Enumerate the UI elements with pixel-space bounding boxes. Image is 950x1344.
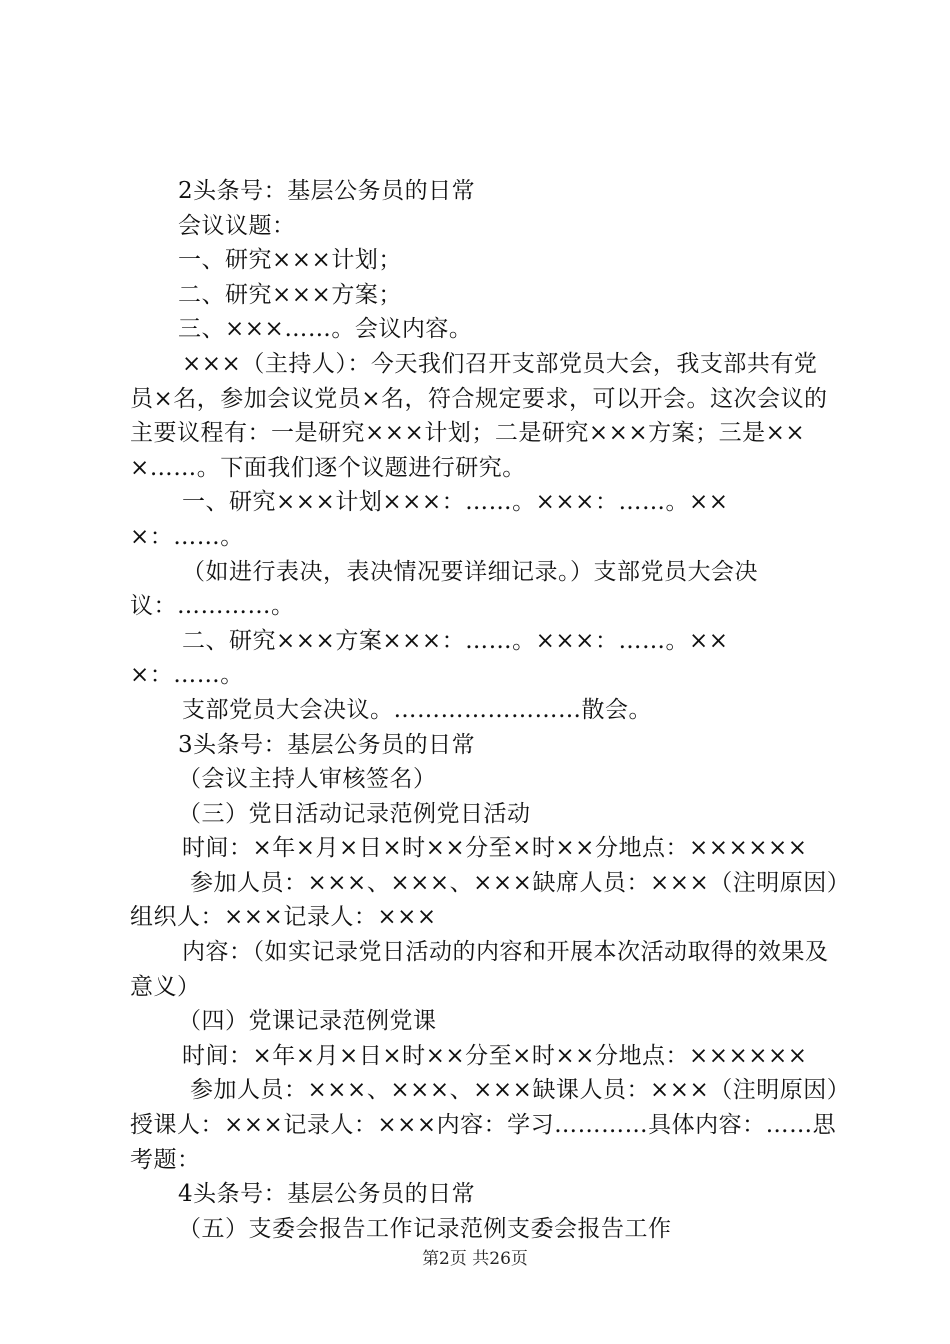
paragraph-section-3: （三）党日活动记录范例党日活动 (178, 800, 531, 827)
paragraph-topic-1: 一、研究×××计划×××：……。×××：……。×××：……。 (130, 489, 729, 550)
page-footer: 第2页 共26页 (422, 1249, 528, 1269)
paragraph-party-day-attendees: 参加人员：×××、×××、×××缺席人员：×××（注明原因）组织人：×××记录人：××× (130, 869, 839, 931)
paragraph-party-day-content: 内容：（如实记录党日活动的内容和开展本次活动取得的效果及意义） (130, 939, 829, 1000)
paragraph-lecture-time: 时间：×年×月×日×时××分至×时××分地点：×××××× (182, 1042, 808, 1069)
paragraph-section-4: （四）党课记录范例党课 (178, 1008, 437, 1035)
paragraph-heading-3: 3头条号：基层公务员的日常 (178, 731, 476, 758)
paragraph-agenda-item-2: 二、研究×××方案； (178, 281, 402, 308)
paragraph-topic-2: 二、研究×××方案×××：……。×××：……。×××：……。 (130, 627, 729, 689)
paragraph-resolution: 支部党员大会决议。……………………散会。 (182, 696, 652, 723)
paragraph-host-signature: （会议主持人审核签名） (178, 766, 437, 793)
paragraph-heading-4: 4头条号：基层公务员的日常 (178, 1181, 476, 1208)
document-body (130, 174, 840, 1246)
paragraph-host-speech: ×××（主持人）：今天我们召开支部党员大会，我支部共有党员×名，参加会议党员×名，符合规定要求，可以开会。这次会议的主要议程有：一是研究×××计划；二是研究×××方案；三是×××……。下面我们逐个议题进行研究。 (130, 350, 828, 481)
paragraph-agenda-item-1: 一、研究×××计划； (178, 247, 402, 274)
paragraph-party-day-time: 时间：×年×月×日×时××分至×时××分地点：×××××× (182, 835, 808, 862)
paragraph-heading-2: 2头条号：基层公务员的日常 (178, 178, 476, 204)
paragraph-vote-note: （如进行表决，表决情况要详细记录。）支部党员大会决议：…………。 (130, 558, 758, 620)
paragraph-agenda-item-3: 三、×××……。会议内容。 (178, 316, 473, 343)
paragraph-lecture-attendees: 参加人员：×××、×××、×××缺课人员：×××（注明原因）授课人：×××记录人：×××内容：学习…………具体内容：……思考题： (130, 1077, 839, 1173)
paragraph-agenda-title: 会议议题： (178, 212, 296, 239)
paragraph-section-5: （五）支委会报告工作记录范例支委会报告工作 (178, 1215, 672, 1242)
